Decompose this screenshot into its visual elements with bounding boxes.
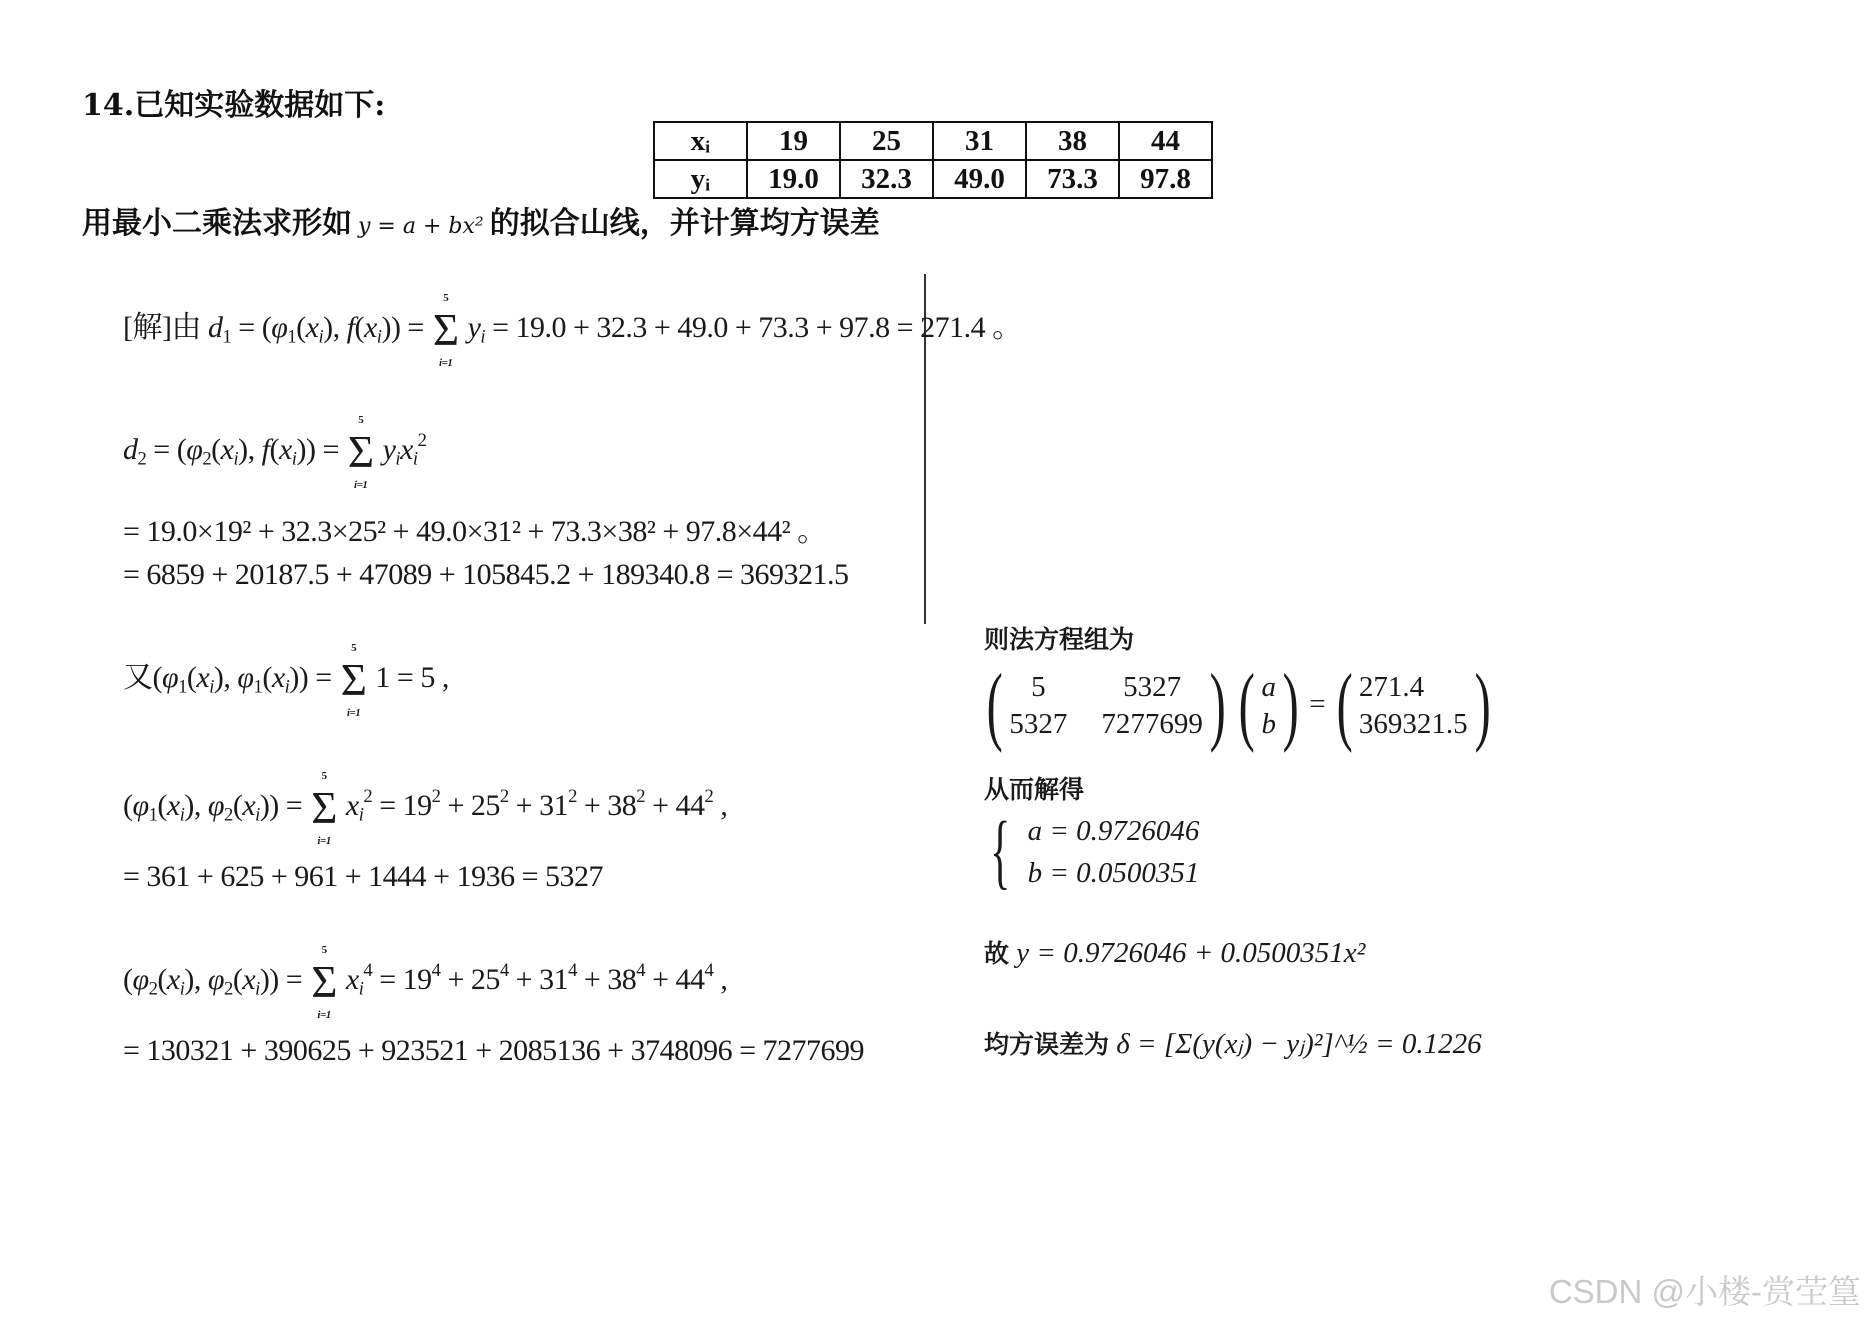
d2-line3: = 6859 + 20187.5 + 47089 + 105845.2 + 189340.8 = 369321.5 <box>123 558 849 591</box>
result-formula: y = 0.9726046 + 0.0500351x² <box>1016 937 1366 969</box>
model-formula: y = a + bx² <box>358 214 484 239</box>
matrix-cell: 271.4 <box>1358 671 1425 703</box>
matrix-cell: 5327 <box>1123 671 1182 703</box>
sum-symbol: Σ 5 i=1 <box>311 770 337 848</box>
matrix-cell: b <box>1261 708 1276 740</box>
table-cell: 19 <box>747 122 840 160</box>
table-row-x <box>654 122 1212 160</box>
solution-intro: [解]由 <box>123 311 201 344</box>
normal-eq-label: 则法方程组为 <box>984 625 1135 654</box>
matrix-cell: a <box>1261 671 1276 703</box>
table-cell: 49.0 <box>933 160 1026 198</box>
table-row-y <box>654 160 1212 198</box>
result-line <box>984 934 1365 970</box>
problem-prompt <box>82 198 880 242</box>
d2-line2: = 19.0×19² + 32.3×25² + 49.0×31² + 73.3×38² + 97.8×44² 。 <box>123 515 827 548</box>
phi22-line2: = 130321 + 390625 + 923521 + 2085136 + 3748096 = 7277699 <box>123 1034 865 1067</box>
sum-symbol: Σ 5 i=1 <box>347 414 374 492</box>
phi12-line2: = 361 + 625 + 961 + 1444 + 1936 = 5327 <box>123 860 604 893</box>
phi11-prefix: 又 <box>123 661 153 694</box>
table-cell: 19.0 <box>747 160 840 198</box>
matrix-cell: 5327 <box>1009 708 1068 740</box>
matrix-cell: 5 <box>1031 671 1046 703</box>
table-cell: 25 <box>840 122 933 160</box>
watermark: CSDN @小楼-赏茔篁 <box>1548 1273 1861 1310</box>
result-prefix: 故 <box>984 939 1010 968</box>
normal-equation: ( 5 5327 5327 7277699 ) ( a b ) = ( 271.4 369321.5 ) <box>980 662 1497 750</box>
rhs-vector: ( 271.4 369321.5 ) <box>1336 657 1491 754</box>
mse-formula: δ = [Σ(y(xⱼ) − yⱼ)²]^½ = 0.1226 <box>1116 1028 1482 1060</box>
mse-line <box>984 1025 1482 1061</box>
coefficient-matrix: ( 5 5327 5327 7277699 ) <box>986 657 1226 754</box>
problem-title: 14.已知实验数据如下: <box>82 88 386 123</box>
table-cell: 31 <box>933 122 1026 160</box>
sum-symbol: Σ 5 i=1 <box>311 944 337 1022</box>
mse-label: 均方误差为 <box>984 1030 1110 1059</box>
sum-symbol: Σ 5 i=1 <box>432 292 459 370</box>
solution-system: { a = 0.9726046 b = 0.0500351 <box>990 805 1200 898</box>
unknown-vector: ( a b ) <box>1238 657 1299 754</box>
solution-b: b = 0.0500351 <box>1027 857 1200 889</box>
matrix-cell: 7277699 <box>1101 708 1203 740</box>
data-table <box>653 121 1213 199</box>
table-cell: 32.3 <box>840 160 933 198</box>
prompt-after: 的拟合山线，并计算均方误差 <box>489 206 880 241</box>
phi22-line1: ($\varphi_2(x_i)$, $\varphi_2(x_i)) = \Sigma$ 5 i=1 $x_i^4 = 19^4 + 25^4 + 31^4 + 38^4 + 44^4$ , <box>123 944 728 1022</box>
solve-label: 从而解得 <box>984 775 1085 804</box>
table-cell: yᵢ <box>654 160 747 198</box>
sum-symbol: Σ 5 i=1 <box>340 642 367 720</box>
phi11-line: 又($\varphi_1(x_i)$, $\varphi_1(x_i)) = \Sigma$ 5 i=1 1 = 5 , <box>123 642 449 720</box>
phi12-line1: ($\varphi_1(x_i)$, $\varphi_2(x_i)) = \Sigma$ 5 i=1 $x_i^2 = 19^2 + 25^2 + 31^2 + 38^2 + 44^2$ , <box>123 770 728 848</box>
table-cell: 38 <box>1026 122 1119 160</box>
table-cell: 44 <box>1119 122 1212 160</box>
table-cell: xᵢ <box>654 122 747 160</box>
table-cell: 97.8 <box>1119 160 1212 198</box>
d1-line: [解]由 $d_1 = (\varphi_1(x_i)$, $f(x_i)) = \Sigma$ 5 i=1 $y_i = 19.0 + 32.3 + 49.0 + 73.3 + 97.8 = 271.4$ 。 <box>123 292 1022 370</box>
prompt-before: 用最小二乘法求形如 <box>82 206 352 241</box>
matrix-cell: 369321.5 <box>1358 708 1468 740</box>
d2-line1: $d_2 = (\varphi_2(x_i)$, $f(x_i)) = \Sigma$ 5 i=1 $y_ix_i^2$ <box>123 414 427 492</box>
table-cell: 73.3 <box>1026 160 1119 198</box>
solution-a: a = 0.9726046 <box>1027 815 1200 847</box>
